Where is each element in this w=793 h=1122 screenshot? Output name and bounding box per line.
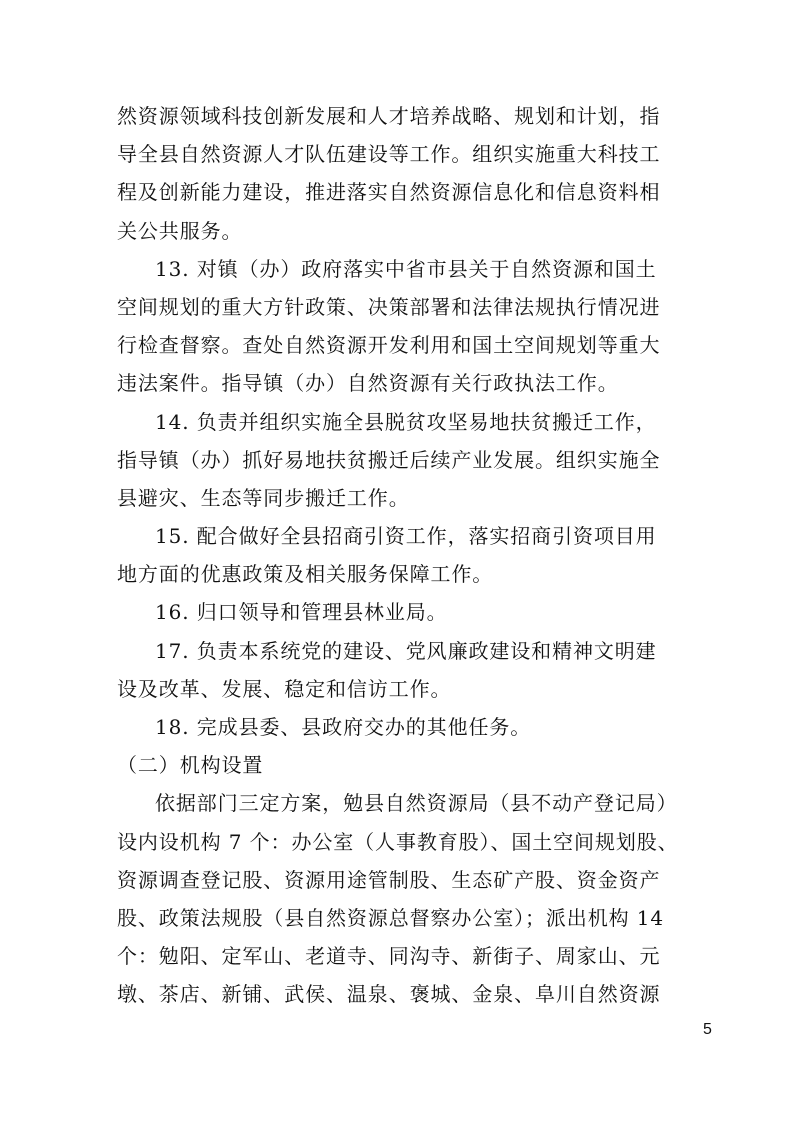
text-line: 地方面的优惠政策及相关服务保障工作。 [117, 562, 494, 587]
text-line: 股、政策法规股（县自然资源总督察办公室）；派出机构 14 [117, 905, 665, 930]
text-line: 程及创新能力建设，推进落实自然资源信息化和信息资料相 [117, 180, 661, 205]
item-15-first-line: 15. 配合做好全县招商引资工作，落实招商引资项目用 [155, 524, 657, 549]
text-line: 关公共服务。 [117, 218, 243, 243]
section-heading: （二）机构设置 [117, 753, 264, 778]
text-line: 违法案件。指导镇（办）自然资源有关行政执法工作。 [117, 371, 619, 396]
item-14-first-line: 14. 负责并组织实施全县脱贫攻坚易地扶贫搬迁工作， [155, 409, 657, 434]
item-16-line: 16. 归口领导和管理县林业局。 [155, 600, 448, 625]
item-13-first-line: 13. 对镇（办）政府落实中省市县关于自然资源和国土 [155, 256, 657, 281]
page-number: 5 [703, 1021, 712, 1038]
text-line: 设及改革、发展、稳定和信访工作。 [117, 676, 452, 701]
text-line: 墩、茶店、新铺、武侯、温泉、褒城、金泉、阜川自然资源 [117, 982, 661, 1007]
text-line: 空间规划的重大方针政策、决策部署和法律法规执行情况进 [117, 294, 661, 319]
text-line: 资源调查登记股、资源用途管制股、生态矿产股、资金资产 [117, 867, 661, 892]
item-17-first-line: 17. 负责本系统党的建设、党风廉政建设和精神文明建 [155, 638, 657, 663]
section-paragraph-first-line: 依据部门三定方案，勉县自然资源局（县不动产登记局） [155, 791, 678, 816]
text-line: 县避灾、生态等同步搬迁工作。 [117, 485, 410, 510]
text-line: 然资源领域科技创新发展和人才培养战略、规划和计划，指 [117, 104, 661, 128]
item-18-line: 18. 完成县委、县政府交办的其他任务。 [155, 715, 532, 739]
body-text [117, 97, 687, 1014]
text-line: 行检查督察。查处自然资源开发利用和国土空间规划等重大 [117, 333, 661, 358]
text-line: 导全县自然资源人才队伍建设等工作。组织实施重大科技工 [117, 142, 661, 167]
text-line: 个：勉阳、定军山、老道寺、同沟寺、新街子、周家山、元 [117, 944, 661, 969]
text-line: 设内设机构 7 个：办公室（人事教育股）、国土空间规划股、 [117, 829, 679, 854]
text-line: 指导镇（办）抓好易地扶贫搬迁后续产业发展。组织实施全 [117, 447, 661, 472]
